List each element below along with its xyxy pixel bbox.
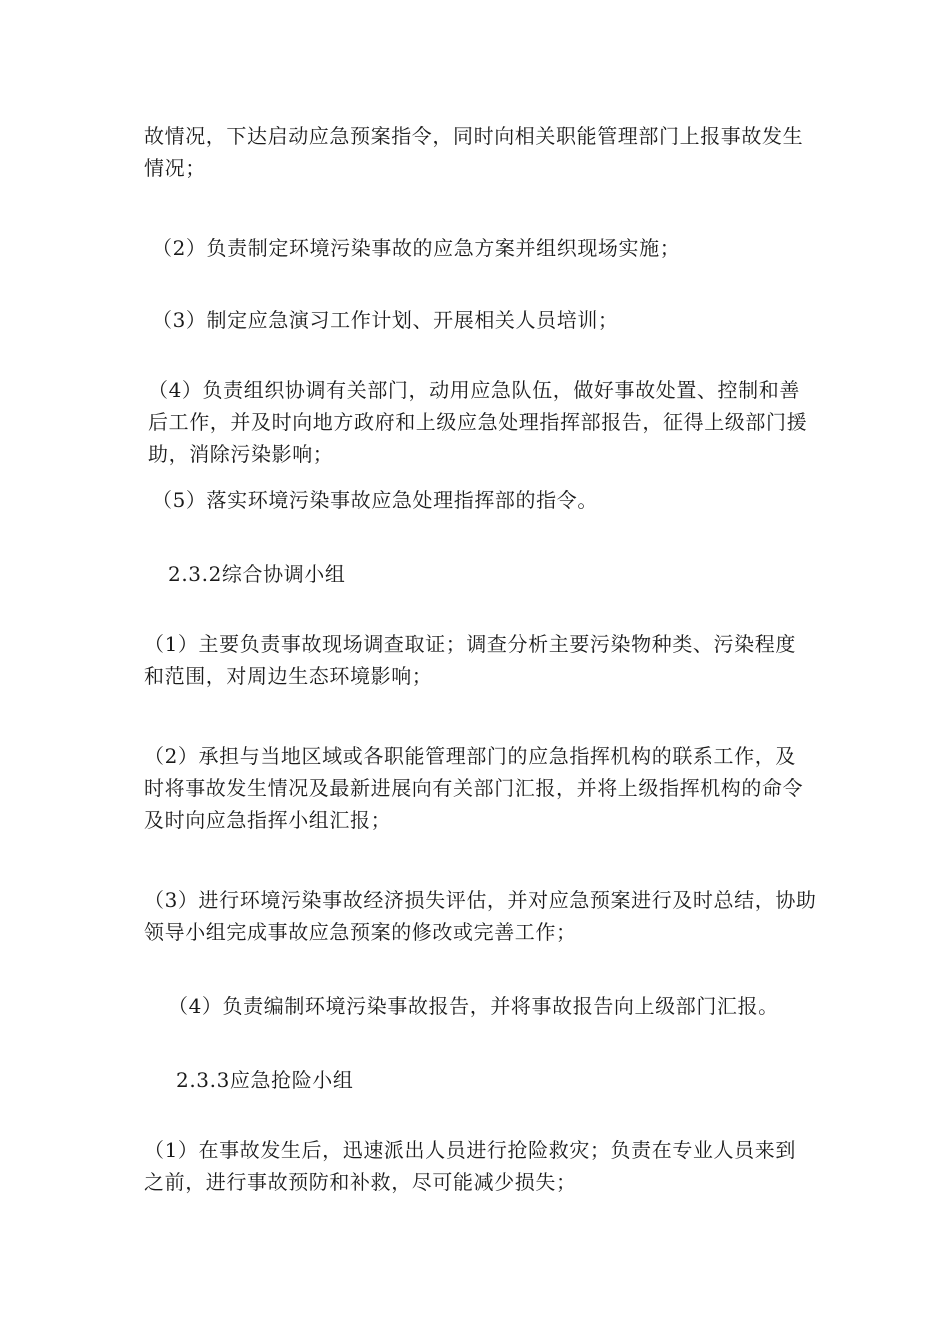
paragraph-rescue-1: （1）在事故发生后，迅速派出人员进行抢险救灾；负责在专业人员来到之前，进行事故预防和补救，尽可能减少损失； (144, 1138, 796, 1194)
section-heading-2-3-2: 2.3.2综合协调小组 (168, 562, 346, 586)
paragraph-coord-4: （4）负责编制环境污染事故报告，并将事故报告向上级部门汇报。 (168, 994, 779, 1018)
paragraph-item-5: （5）落实环境污染事故应急处理指挥部的指令。 (152, 488, 598, 512)
paragraph-1: 故情况，下达启动应急预案指令，同时向相关职能管理部门上报事故发生情况； (144, 124, 804, 180)
paragraph-coord-1: （1）主要负责事故现场调查取证；调查分析主要污染物种类、污染程度和范围，对周边生态环境影响； (144, 632, 796, 688)
paragraph-item-2: （2）负责制定环境污染事故的应急方案并组织现场实施； (152, 236, 681, 260)
paragraph-item-4: （4）负责组织协调有关部门，动用应急队伍，做好事故处置、控制和善后工作，并及时向地方政府和上级应急处理指挥部报告，征得上级部门援助，消除污染影响； (148, 378, 808, 466)
paragraph-item-3: （3）制定应急演习工作计划、开展相关人员培训； (152, 308, 619, 332)
paragraph-coord-2: （2）承担与当地区域或各职能管理部门的应急指挥机构的联系工作，及时将事故发生情况及最新进展向有关部门汇报，并将上级指挥机构的命令及时向应急指挥小组汇报； (144, 744, 804, 832)
paragraph-coord-3: （3）进行环境污染事故经济损失评估，并对应急预案进行及时总结，协助领导小组完成事故应急预案的修改或完善工作； (144, 888, 817, 944)
section-heading-2-3-3: 2.3.3应急抢险小组 (176, 1068, 354, 1092)
